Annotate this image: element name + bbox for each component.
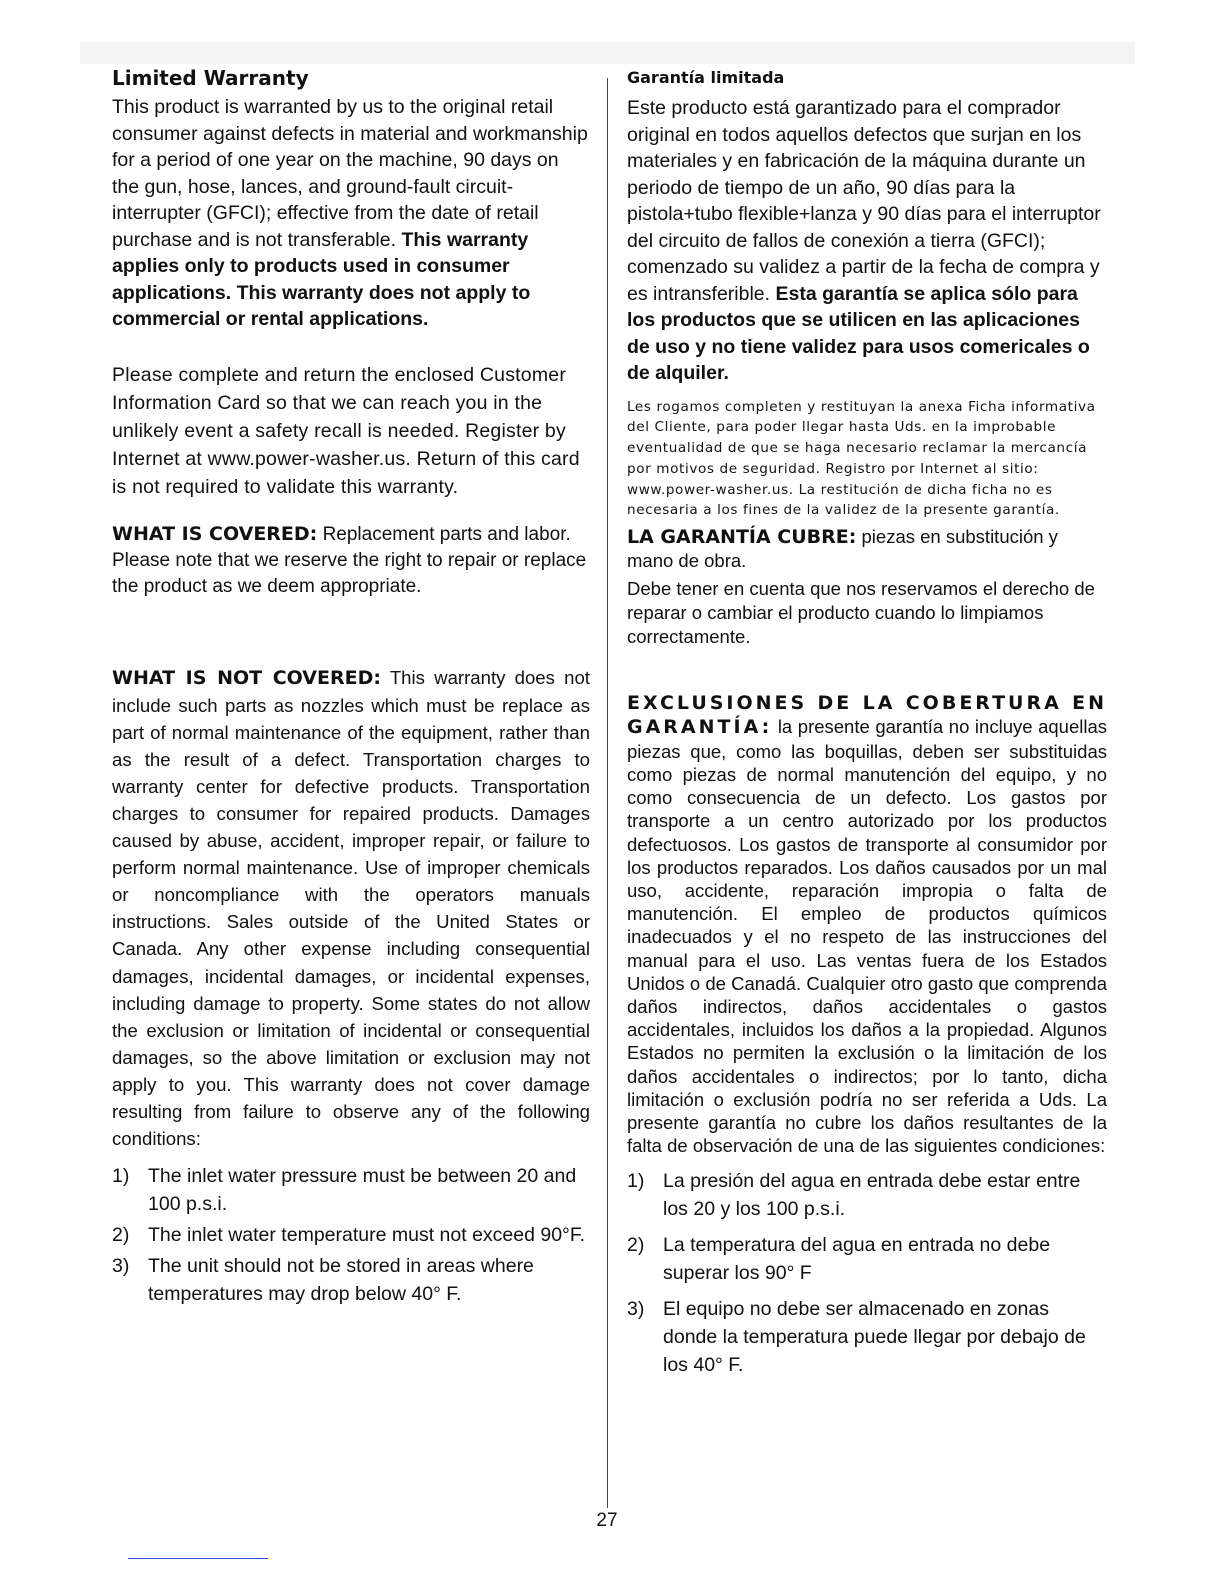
not-covered-label-es: EXCLUSIONES DE LA COBERTURA EN GARANTÍA: [627,692,1107,739]
register-paragraph-en: Please complete and return the enclosed Customer Information Card so that we can reach you in the unlikely event a safety recall is needed. Register by Internet at www.power-washer.us. Return of this card is not required to validate this warranty. [112,363,580,498]
not-covered-text-es: la presente garantía no incluye aquellas piezas que, como las boquillas, deben ser substituidas como piezas de normal manutención del equipo, y no como consecuencia de un defecto. Los gastos por transporte a un centro autorizado por los productos defectuosos. Los gastos de transporte al consumidor por los productos reparados. Los daños causados por un mal uso, accidente, reparación impropia o falta de manutención. El empleo de productos químicos inadecuados y el no respeto de las instrucciones del manual para el uso. Las ventas fuera de los Estados Unidos o de Canadá. Cualquier otro gasto que comprenda daños indirectos, daños accidentales o gastos accidentales, incluidos los daños a la propiedad. Algunos Estados no permiten la exclusión o la limitación de los daños accidentales o indirectos; por lo tanto, dicha limitación o exclusión podría no ser referida a Uds. La presente garantía no cubre los daños resultantes de la falta de observación de una de las siguientes condiciones: [627,716,1108,1157]
intro-bold-es: Esta garantía se aplica sólo para los productos que se utilicen en las aplicaciones de uso y no tiene validez para usos comericales o de alquiler. [627,282,1090,384]
list-item [627,1167,1107,1223]
register-paragraph-es: Les rogamos completen y restituyan la anexa Ficha informativa del Cliente, para poder llegar hasta Uds. en la improbable eventualidad de que se haga necesario reclamar la mercancía por motivos de seguridad. Registro por Internet al sitio: www.power-washer.us. La restitución de dicha ficha no es necesaria a los fines de la validez de la presente garantía. [627,398,1096,519]
condition-number: 1) [112,1165,130,1188]
covered-text-en: Replacement parts and labor. Please note that we reserve the right to repair or replace the product as we deem appropriate. [112,523,587,597]
condition-text: La presión del agua en entrada debe estar entre los 20 y los 100 p.s.i. [663,1170,1081,1221]
covered-label-es: LA GARANTÍA CUBRE: [627,526,857,549]
intro-bold-en: This warranty applies only to products used in consumer applications. This warranty does not apply to commercial or rental applications. [112,228,531,330]
warranty-intro-es [627,95,1107,387]
condition-text: The inlet water temperature must not exceed 90°F. [148,1224,586,1247]
intro-regular-en: This product is warranted by us to the original retail consumer against defects in material and workmanship for a period of one year on the machine, 90 days on the gun, hose, lances, and ground-fault circuit-interrupter (GFCI); effective from the date of retail purchase and is not transferable. [112,96,588,251]
not-covered-text-en: This warranty does not include such parts as nozzles which must be replace as part of normal maintenance of the equipment, rather than as the result of a defect. Transportation charges to warranty center for defective products. Transportation charges to consumer for repaired products. Damages caused by abuse, accident, improper repair, or failure to perform normal maintenance. Use of improper chemicals or noncompliance with the operators manuals instructions. Sales outside of the United States or Canada. Any other expense including consequential damages, incidental damages, or incidental expenses, including damage to property. Some states do not allow the exclusion or limitation of incidental or consequential damages, so the above limitation or exclusion may not apply to you. This warranty does not cover damage resulting from failure to observe any of the following conditions: [112,666,590,1150]
warranty-title-en: Limited Warranty [112,66,309,90]
not-covered-paragraph-en [112,664,590,1153]
footer-rule [128,1558,268,1559]
covered-paragraph-en [112,521,590,600]
list-item [112,1221,590,1249]
warranty-title-es: Garantía limitada [627,68,785,87]
condition-text: The inlet water pressure must be between 20 and 100 p.s.i. [148,1165,577,1216]
list-item [112,1162,590,1218]
conditions-list-en [112,1162,590,1308]
condition-text: The unit should not be stored in areas where temperatures may drop below 40° F. [148,1255,534,1306]
condition-text: El equipo no debe ser almacenado en zonas donde la temperatura puede llegar por debajo de los 40° F. [663,1298,1086,1377]
english-column [112,66,590,1311]
intro-regular-es: Este producto está garantizado para el comprador original en todos aquellos defectos que surjan en los materiales y en fabricación de la máquina durante un periodo de tiempo de un año, 90 días para la pistola+tubo flexible+lanza y 90 días para el interruptor del circuito de fallos de conexión a tierra (GFCI); comenzado su validez a partir de la fecha de compra y es intransferible. [627,97,1101,305]
list-item [627,1295,1107,1379]
not-covered-label-en: WHAT IS NOT COVERED: [112,666,381,689]
spanish-column [627,66,1107,1387]
covered-text-es: piezas en substitución y mano de obra. [627,526,1058,572]
warranty-intro-en [112,94,590,333]
condition-number: 3) [112,1255,130,1278]
not-covered-paragraph-es [627,691,1107,1157]
covered-note-es: Debe tener en cuenta que nos reservamos el derecho de reparar o cambiar el producto cuando lo limpiamos correctamente. [627,578,1095,648]
list-item [112,1252,590,1308]
condition-number: 2) [112,1224,130,1247]
condition-text: La temperatura del agua en entrada no debe superar los 90° F [663,1234,1051,1285]
condition-number: 3) [627,1298,645,1321]
covered-paragraph-es [627,525,1107,573]
scan-top-band [80,42,1135,64]
page-number: 27 [596,1510,618,1531]
conditions-list-es [627,1167,1107,1379]
condition-number: 1) [627,1170,645,1193]
column-divider [607,78,608,1508]
covered-label-en: WHAT IS COVERED: [112,522,318,545]
condition-number: 2) [627,1234,645,1257]
list-item [627,1231,1107,1287]
